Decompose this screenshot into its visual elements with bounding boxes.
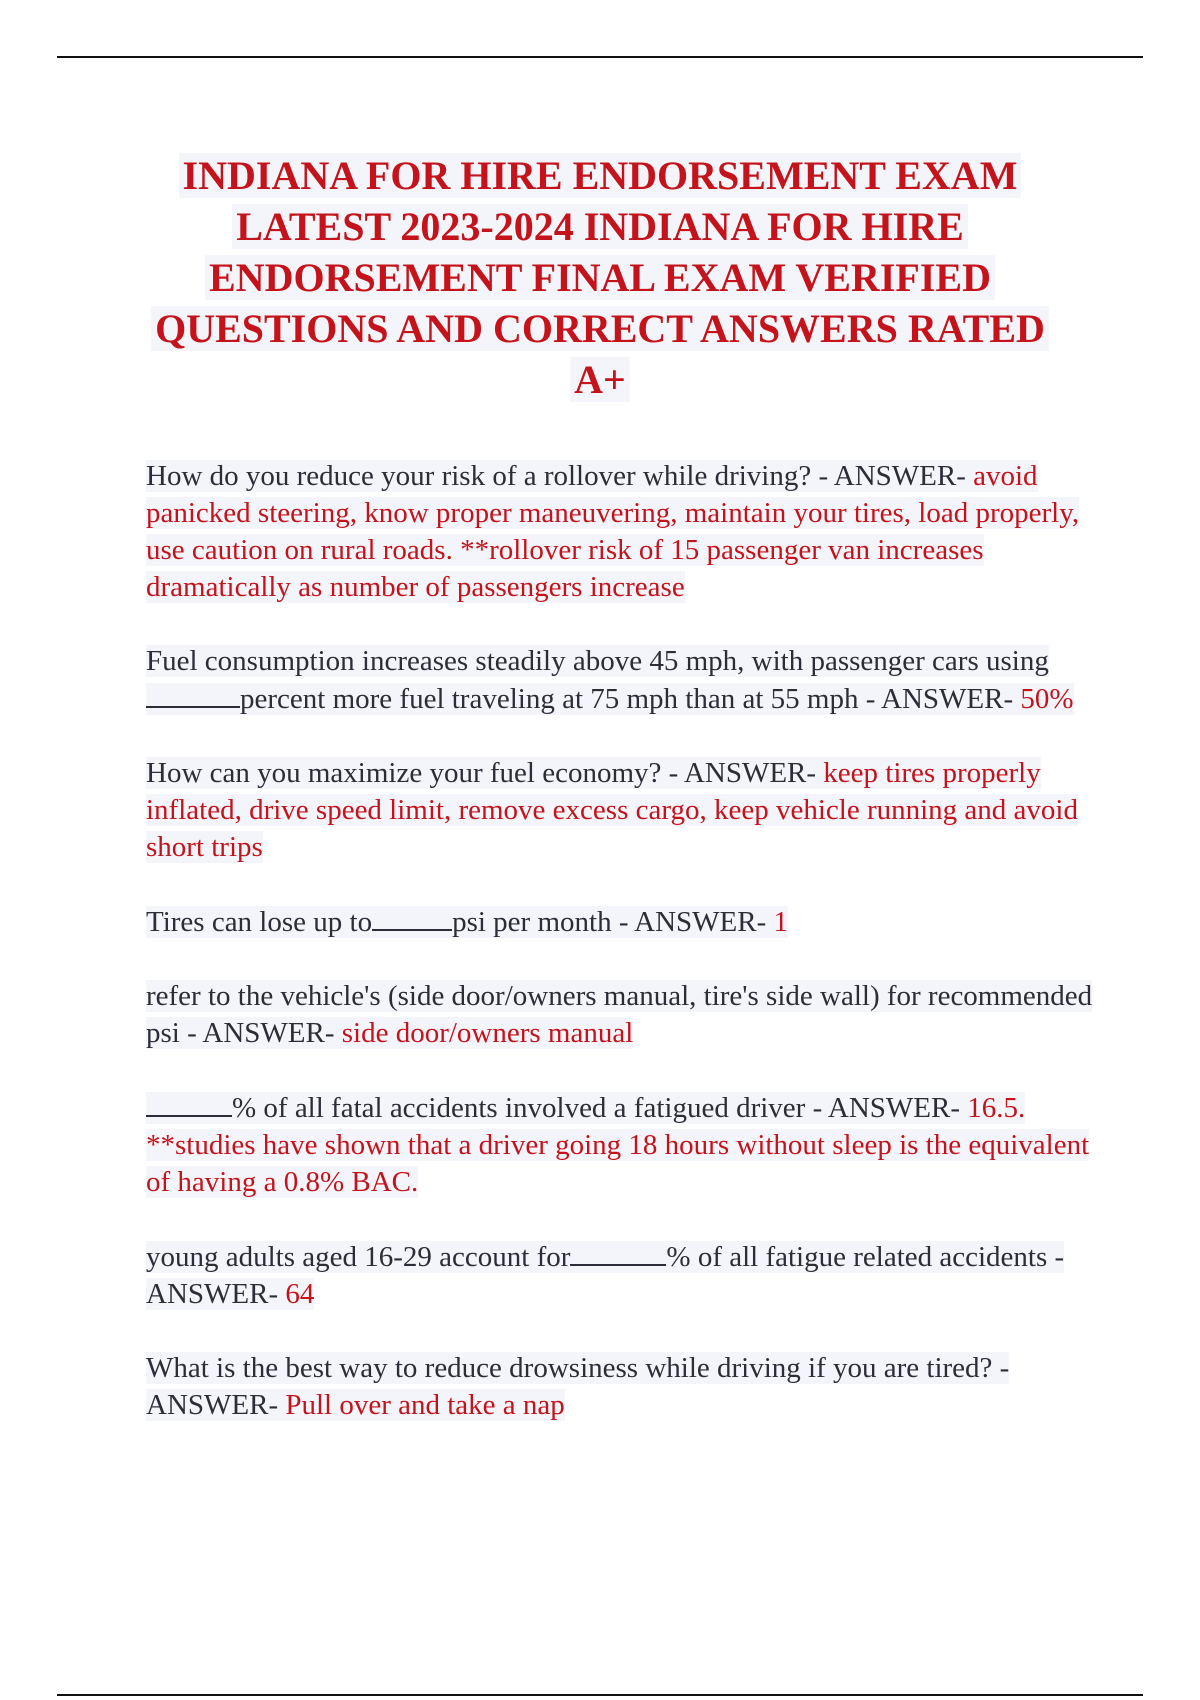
question-text: young adults aged 16-29 account for (146, 1241, 571, 1273)
answer-text: side door/owners manual (334, 1017, 634, 1049)
answer-text: avoid panicked steering, know proper maneuvering, maintain your tires, load properly, use caution on rural roads. **rollover risk of 15 passenger van increases dramatically as number of passengers increase (146, 460, 1080, 603)
fill-in-blank (372, 903, 452, 931)
answer-text: 16.5. **studies have shown that a driver going 18 hours without sleep is the equivalent of having a 0.8% BAC. (146, 1092, 1090, 1198)
qa-highlight (146, 1092, 1089, 1198)
answer-text: 64 (278, 1278, 315, 1310)
question-text: Tires can lose up to (146, 906, 373, 938)
answer-text: 1 (766, 906, 788, 938)
answer-text: Pull over and take a nap (278, 1389, 565, 1421)
fill-in-blank (570, 1238, 666, 1266)
qa-highlight (146, 1241, 1064, 1310)
question-text: How do you reduce your risk of a rollover while driving? - ANSWER- (146, 460, 966, 492)
question-text: What is the best way to reduce drowsiness while driving if you are tired? - ANSWER- (146, 1352, 1010, 1421)
qa-item-fuel-consumption (146, 643, 1096, 718)
fill-in-blank (146, 1089, 232, 1117)
qa-item-fatigue-accidents (146, 1089, 1096, 1201)
document-title (130, 150, 1070, 405)
question-text-continued: percent more fuel traveling at 75 mph than at 55 mph - ANSWER- (240, 683, 1014, 715)
document-title-text: INDIANA FOR HIRE ENDORSEMENT EXAM LATEST 2023-2024 INDIANA FOR HIRE ENDORSEMENT FINAL EXAM VERIFIED QUESTIONS AND CORRECT ANSWERS RATED A+ (151, 153, 1049, 402)
question-text: How can you maximize your fuel economy? - ANSWER- (146, 757, 817, 789)
qa-item-fuel-economy (146, 755, 1096, 866)
question-text: Fuel consumption increases steadily above 45 mph, with passenger cars using (146, 645, 1049, 677)
question-text-continued: psi per month - ANSWER- (452, 906, 767, 938)
bottom-rule (57, 1694, 1143, 1696)
question-text: refer to the vehicle's (side door/owners manual, tire's side wall) for recommended psi - ANSWER- (146, 980, 1093, 1049)
question-text-continued: % of all fatal accidents involved a fatigued driver - ANSWER- (232, 1092, 960, 1124)
qa-item-rollover (146, 458, 1096, 606)
fill-in-blank (146, 680, 240, 708)
qa-highlight (146, 1352, 1009, 1421)
answer-text: keep tires properly inflated, drive speed limit, remove excess cargo, keep vehicle running and avoid short trips (146, 757, 1078, 863)
top-rule (57, 56, 1143, 58)
qa-list (146, 458, 1096, 1461)
qa-item-young-adults (146, 1238, 1096, 1313)
qa-highlight (146, 757, 1078, 863)
qa-highlight (146, 980, 1092, 1049)
question-text-continued: % of all fatigue related accidents - ANSWER- (146, 1241, 1065, 1310)
qa-item-drowsiness (146, 1350, 1096, 1424)
qa-highlight (146, 906, 788, 938)
answer-text: 50% (1013, 683, 1074, 715)
qa-item-recommended-psi (146, 978, 1096, 1052)
qa-highlight (146, 645, 1074, 715)
qa-item-tire-psi-loss (146, 903, 1096, 941)
qa-highlight (146, 460, 1079, 603)
